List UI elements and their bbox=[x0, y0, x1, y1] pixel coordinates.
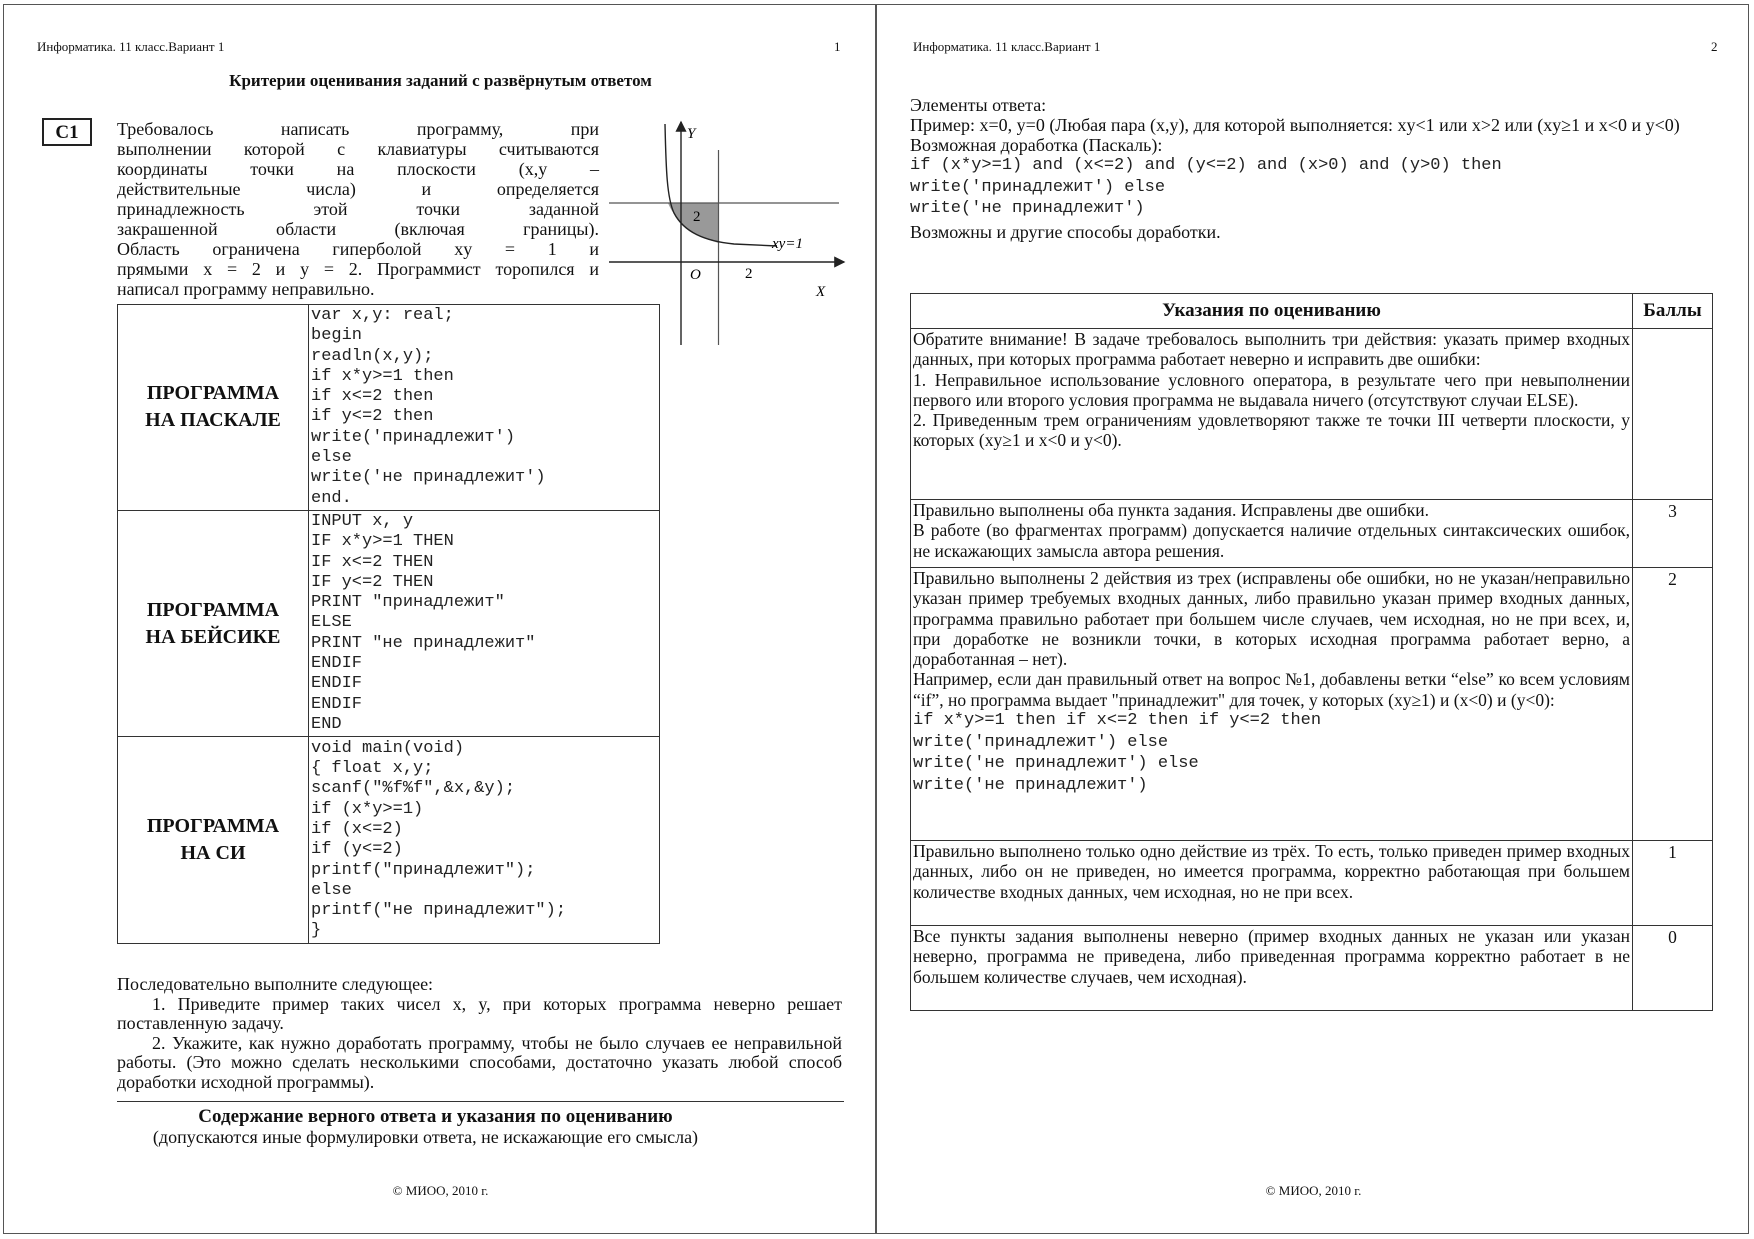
page-1 bbox=[3, 4, 876, 1234]
task-line: принадлежность этой точки заданной bbox=[117, 199, 599, 219]
answer-elements bbox=[910, 95, 1728, 242]
col-points-header: Баллы bbox=[1633, 294, 1713, 329]
points-value: 0 bbox=[1633, 926, 1713, 1011]
points-value: 2 bbox=[1633, 568, 1713, 841]
program-code-pascal: var x,y: real; begin readln(x,y); if x*y>=1 then if x<=2 then if y<=2 then write('принадлежит') else write('не принадлежит') end. bbox=[309, 305, 660, 511]
program-label: ПРОГРАММА НА СИ bbox=[118, 737, 309, 944]
criteria-paragraph: Все пункты задания выполнены неверно (пример входных данных не указан или указан неверно, программа не приведена, либо приведенная программа корректно работает в не большем количестве случаев, чем исходная). bbox=[913, 926, 1630, 987]
task-line: действительные числа) и определяется bbox=[117, 179, 599, 199]
grading-note bbox=[911, 329, 1633, 500]
grading-criteria bbox=[911, 568, 1633, 841]
grading-note-row bbox=[911, 329, 1713, 500]
answer-title: Содержание верного ответа и указания по оцениванию bbox=[198, 1106, 673, 1127]
task-description bbox=[117, 119, 599, 299]
answer-example: Пример: x=0, y=0 (Любая пара (x,y), для которой выполняется: xy<1 или x>2 или (xy≥1 и x<0 и y<0) bbox=[910, 115, 1680, 135]
task-line: выполнении которой с клавиатуры считываются bbox=[117, 139, 599, 159]
task-line: координаты точки на плоскости (x,y – bbox=[117, 159, 599, 179]
x-axis-label: X bbox=[816, 284, 826, 300]
page-footer: © МИОО, 2010 г. bbox=[392, 1183, 489, 1198]
instruction-1: 1. Приведите пример таких чисел x, y, при которых программа неверно решает поставленную задачу. bbox=[117, 993, 842, 1033]
grading-criteria bbox=[911, 841, 1633, 926]
criteria-paragraph: Например, если дан правильный ответ на вопрос №1, добавлены ветки “else” ко всем условиям “if”, но программа выдает "принадлежит" для точек, у которых (xy≥1) и (x<0) и (y<0): bbox=[913, 669, 1630, 710]
criteria-paragraph: Правильно выполнены оба пункта задания. Исправлены две ошибки. bbox=[913, 500, 1429, 520]
task-label: С1 bbox=[42, 118, 92, 146]
answer-subtitle: (допускаются иные формулировки ответа, не искажающие его смысла) bbox=[152, 1127, 699, 1147]
task-line: написал программу неправильно. bbox=[117, 279, 375, 299]
y-axis-label: Y bbox=[687, 126, 696, 142]
program-label: ПРОГРАММА НА ПАСКАЛЕ bbox=[118, 305, 309, 511]
note-paragraph: 2. Приведенным трем ограничениям удовлетворяют также те точки III четверти плоскости, у которых (xy≥1 и x<0 и y<0). bbox=[913, 410, 1630, 451]
x-tick-label: 2 bbox=[745, 266, 753, 282]
program-row-basic bbox=[118, 510, 660, 736]
divider bbox=[117, 1101, 844, 1102]
page-number: 1 bbox=[834, 39, 841, 54]
hyperbola-curve bbox=[665, 124, 777, 246]
criteria-paragraph: Правильно выполнены 2 действия из трех (исправлены обе ошибки, но не указан/неправильно указан пример требуемых входных данных, либо правильно указан пример входных данных, программа правильно работает при большем числе случаев, чем исходная, но не при всех, и, при доработке не возникли точки, в которых исходная программа работает верно, а доработанная – нет). bbox=[913, 568, 1630, 670]
program-row-pascal bbox=[118, 305, 660, 511]
points-value: 3 bbox=[1633, 500, 1713, 568]
grading-header-row bbox=[911, 294, 1713, 329]
task-line: Область ограничена гиперболой xy = 1 и bbox=[117, 239, 599, 259]
points-value: 1 bbox=[1633, 841, 1713, 926]
page-header: Информатика. 11 класс.Вариант 1 bbox=[37, 39, 225, 54]
instruction-2: 2. Укажите, как нужно доработать программу, чтобы не было случаев ее неправильной работы. (Это можно сделать несколькими способами, достаточно указать любой способ доработки исходной программы). bbox=[117, 1032, 842, 1092]
criteria-paragraph: В работе (во фрагментах программ) допускается наличие отдельных синтаксических ошибок, не искажающих замысла автора решения. bbox=[913, 520, 1630, 561]
grading-row-1 bbox=[911, 841, 1713, 926]
task-line: закрашенной области (включая границы). bbox=[117, 219, 599, 239]
instructions-intro: Последовательно выполните следующее: bbox=[117, 974, 434, 994]
y-tick-label: 2 bbox=[693, 209, 701, 225]
criteria-code: if x*y>=1 then if x<=2 then if y<=2 then write('принадлежит') else write('не принадлежит') else write('не принадлежит') bbox=[913, 711, 1322, 795]
grading-table bbox=[910, 293, 1713, 1011]
programs-table bbox=[117, 304, 660, 944]
note-paragraph: 1. Неправильное использование условного оператора, в результате чего при невыполнении первого или второго условия программа не выдавала ничего (отсутствуют случаи ELSE). bbox=[913, 369, 1630, 410]
program-row-c bbox=[118, 737, 660, 944]
page-footer: © МИОО, 2010 г. bbox=[1265, 1183, 1362, 1198]
other-ways-note: Возможны и другие способы доработки. bbox=[910, 221, 1221, 242]
grading-criteria bbox=[911, 500, 1633, 568]
page-number: 2 bbox=[1711, 39, 1718, 54]
grading-row-3 bbox=[911, 500, 1713, 568]
program-label: ПРОГРАММА НА БЕЙСИКЕ bbox=[118, 510, 309, 736]
page-header: Информатика. 11 класс.Вариант 1 bbox=[913, 39, 1101, 54]
fix-title: Возможная доработка (Паскаль): bbox=[910, 135, 1163, 155]
fix-code: if (x*y>=1) and (x<=2) and (y<=2) and (x>0) and (y>0) then write('принадлежит') else write('не принадлежит') bbox=[910, 156, 1502, 218]
grading-row-2 bbox=[911, 568, 1713, 841]
criteria-title: Критерии оценивания заданий с развёрнутым ответом bbox=[229, 71, 652, 90]
grading-row-0 bbox=[911, 926, 1713, 1011]
grading-criteria bbox=[911, 926, 1633, 1011]
points-cell bbox=[1633, 329, 1713, 500]
origin-label: O bbox=[690, 267, 701, 283]
program-code-c: void main(void) { float x,y; scanf("%f%f",&x,&y); if (x*y>=1) if (x<=2) if (y<=2) printf("принадлежит"); else printf("не принадлежит"); } bbox=[309, 737, 660, 944]
program-code-basic: INPUT x, y IF x*y>=1 THEN IF x<=2 THEN IF y<=2 THEN PRINT "принадлежит" ELSE PRINT "не принадлежит" ENDIF ENDIF ENDIF END bbox=[309, 510, 660, 736]
curve-label: xy=1 bbox=[772, 236, 803, 252]
elements-title: Элементы ответа: bbox=[910, 95, 1047, 115]
task-line: Требовалось написать программу, при bbox=[117, 119, 599, 139]
note-paragraph: Обратите внимание! В задаче требовалось выполнить три действия: указать пример входных данных, при которых программа работает неверно и исправить две ошибки: bbox=[913, 329, 1630, 370]
criteria-paragraph: Правильно выполнено только одно действие из трёх. То есть, только приведен пример входных данных, либо он не приведен, но имеется программа, корректно работающая при большем количестве входных данных, чем исходная, но не при всех. bbox=[913, 841, 1630, 902]
task-line: прямыми x = 2 и y = 2. Программист торопился и bbox=[117, 259, 599, 279]
page-2 bbox=[876, 4, 1749, 1234]
col-instructions-header: Указания по оцениванию bbox=[911, 294, 1633, 329]
instructions bbox=[117, 975, 842, 1092]
